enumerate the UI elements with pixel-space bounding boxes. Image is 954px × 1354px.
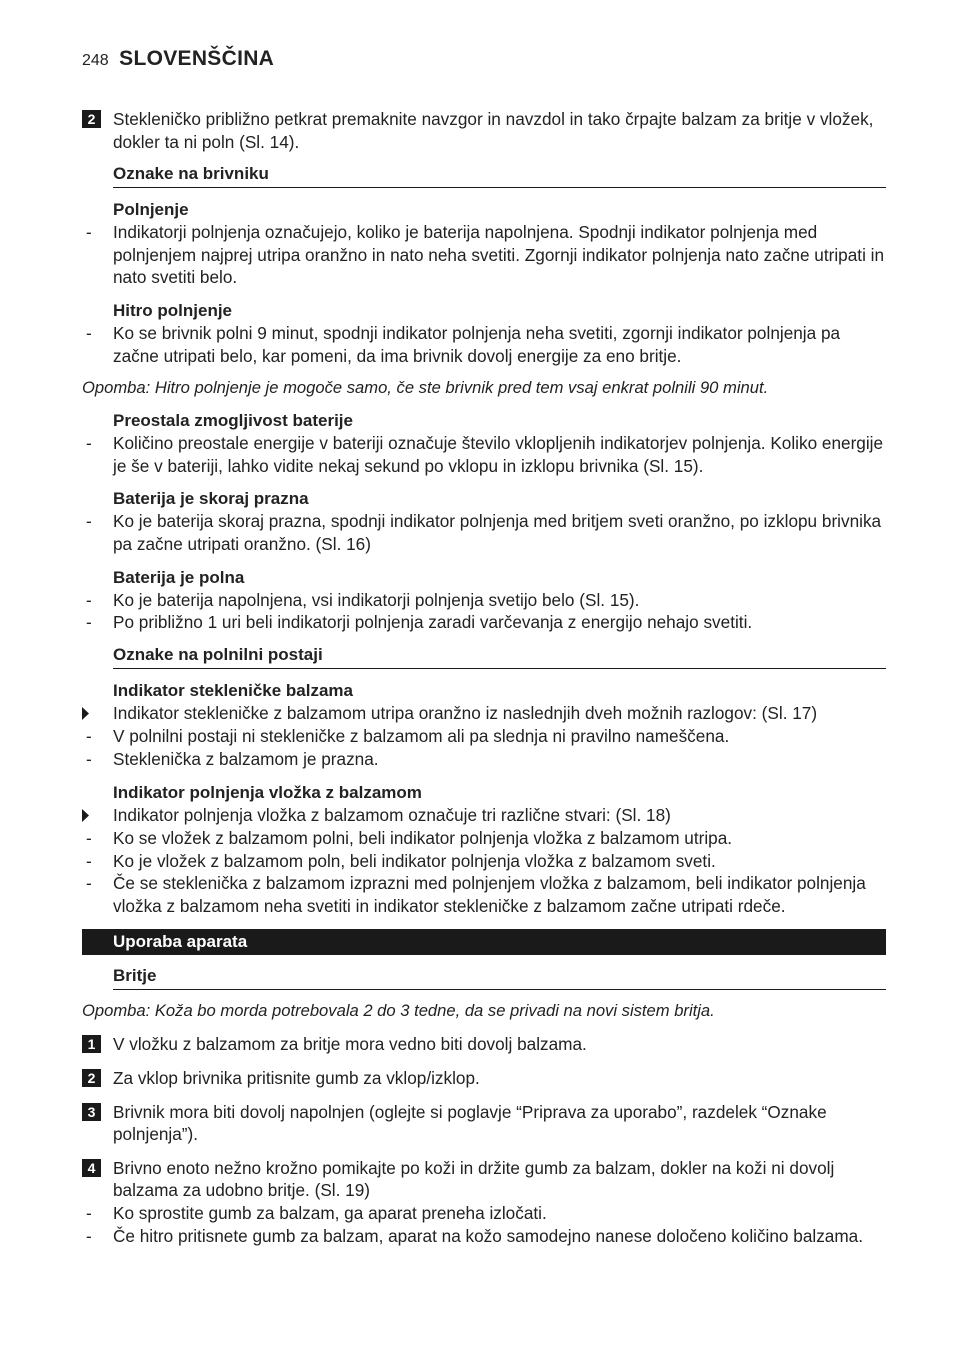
dash-marker: - [86, 322, 92, 343]
subheading: Indikator polnjenja vložka z balzamom [113, 782, 422, 802]
bullet-item [82, 804, 886, 828]
list-item-text: Po približno 1 uri beli indikatorji polnjenja zaradi varčevanja z energijo nehajo svetiti. [113, 612, 753, 633]
bullet-text: Indikator stekleničke z balzamom utripa oranžno iz naslednjih dveh možnih razlogov: (Sl. 17) [113, 702, 818, 723]
subheading: Polnjenje [113, 200, 189, 220]
subheading: Hitro polnjenje [113, 300, 232, 320]
list-item [82, 510, 886, 555]
step-number: 3 [82, 1103, 101, 1121]
list-item-text: Če hitro pritisnete gumb za balzam, aparat na kožo samodejno nanese določeno količino balzama. [113, 1225, 864, 1246]
step-number: 2 [82, 110, 101, 128]
step-item [82, 108, 886, 153]
bullet-triangle-icon [82, 702, 113, 726]
dash-marker: - [86, 873, 92, 894]
dash-marker: - [86, 612, 92, 633]
step-item [82, 1157, 886, 1202]
step-text: Za vklop brivnika pritisnite gumb za vklop/izklop. [113, 1068, 480, 1089]
step-text: V vložku z balzamom za britje mora vedno biti dovolj balzama. [113, 1034, 587, 1055]
step-number: 2 [82, 1069, 101, 1087]
list-item [82, 827, 886, 850]
step-text: Stekleničko približno petkrat premaknite navzgor in navzdol in tako črpajte balzam za britje v vložek, dokler ta ni poln (Sl. 14). [113, 109, 874, 152]
step-number: 1 [82, 1035, 101, 1053]
list-item-text: Ko se brivnik polni 9 minut, spodnji indikator polnjenja neha svetiti, zgornji indikator polnjenja pa začne utripati belo, kar pomeni, da ima brivnik dovolj energije za eno britje. [113, 322, 841, 366]
step-number: 4 [82, 1159, 101, 1177]
list-item [82, 748, 886, 771]
step-item [82, 1101, 886, 1146]
list-item-text: Steklenička z balzamom je prazna. [113, 748, 379, 769]
list-item [82, 1225, 886, 1248]
list-item [82, 872, 886, 917]
step-item [82, 1033, 886, 1056]
list-item-text: Ko je baterija napolnjena, vsi indikatorji polnjenja svetijo belo (Sl. 15). [113, 589, 640, 610]
note: Opomba: Koža bo morda potrebovala 2 do 3 tedne, da se privadi na novi sistem britja. [82, 1001, 715, 1021]
dash-marker: - [86, 1225, 92, 1246]
subheading: Preostala zmogljivost baterije [113, 411, 353, 431]
step-item [82, 1067, 886, 1090]
section-heading: Oznake na polnilni postaji [113, 645, 886, 669]
list-item-text: Če se steklenička z balzamom izprazni med polnjenjem vložka z balzamom, beli indikator polnjenja vložka z balzamom neha svetiti in indikator stekleničke z balzamom začne utripati rdeče. [113, 873, 866, 916]
bullet-triangle-icon [82, 804, 113, 828]
subheading: Indikator stekleničke balzama [113, 680, 353, 700]
list-item [82, 589, 886, 612]
list-item-text: Ko se vložek z balzamom polni, beli indikator polnjenja vložka z balzamom utripa. [113, 828, 733, 849]
dash-marker: - [86, 726, 92, 747]
subheading: Baterija je polna [113, 567, 245, 587]
list-item-text: Količino preostale energije v bateriji označuje število vklopljenih indikatorjev polnjenja. Koliko energije je še v bateriji, lahko vidite nekaj sekund po vklopu in izklopu brivnika (Sl. 15). [113, 433, 884, 476]
dash-marker: - [86, 1203, 92, 1224]
section-heading: Britje [113, 966, 886, 990]
bullet-item [82, 702, 886, 726]
dash-marker: - [86, 511, 92, 532]
section-heading: Oznake na brivniku [113, 164, 886, 188]
list-item [82, 1202, 886, 1225]
chapter-heading: Uporaba aparata [82, 929, 886, 955]
language-title: SLOVENŠČINA [119, 47, 275, 70]
list-item [82, 850, 886, 873]
list-item [82, 221, 886, 289]
page-content [82, 108, 886, 1247]
list-item [82, 725, 886, 748]
step-text: Brivno enoto nežno krožno pomikajte po koži in držite gumb za balzam, dokler na koži ni dovolj balzama za udobno britje. (Sl. 19) [113, 1157, 835, 1201]
list-item [82, 611, 886, 634]
page-number: 248 [82, 52, 109, 69]
list-item-text: Indikatorji polnjenja označujejo, koliko je baterija napolnjena. Spodnji indikator polnjenja med polnjenjem najprej utripa oranžno in nato neha svetiti. Zgornji indikator polnjenja nato začne utripati in nato svetiti belo. [113, 222, 885, 288]
page-header [82, 47, 274, 71]
list-item [82, 432, 886, 477]
subheading: Baterija je skoraj prazna [113, 489, 309, 509]
list-item-text: Ko je vložek z balzamom poln, beli indikator polnjenja vložka z balzamom sveti. [113, 850, 716, 871]
bullet-text: Indikator polnjenja vložka z balzamom označuje tri različne stvari: (Sl. 18) [113, 804, 671, 825]
dash-marker: - [86, 828, 92, 849]
dash-marker: - [86, 589, 92, 610]
list-item-text: Ko je baterija skoraj prazna, spodnji indikator polnjenja med britjem sveti oranžno, po izklopu brivnika pa začne utripati oranžno. (Sl. 16) [113, 511, 882, 554]
note: Opomba: Hitro polnjenje je mogoče samo, če ste brivnik pred tem vsaj enkrat polnili 90 minut. [82, 378, 769, 398]
dash-marker: - [86, 433, 92, 454]
dash-marker: - [86, 850, 92, 871]
step-text: Brivnik mora biti dovolj napolnjen (oglejte si poglavje “Priprava za uporabo”, razdelek “Oznake polnjenja”). [113, 1101, 827, 1145]
dash-marker: - [86, 222, 92, 243]
dash-marker: - [86, 748, 92, 769]
list-item-text: V polnilni postaji ni stekleničke z balzamom ali pa slednja ni pravilno nameščena. [113, 726, 730, 747]
list-item-text: Ko sprostite gumb za balzam, ga aparat preneha izločati. [113, 1203, 547, 1224]
list-item [82, 322, 886, 367]
